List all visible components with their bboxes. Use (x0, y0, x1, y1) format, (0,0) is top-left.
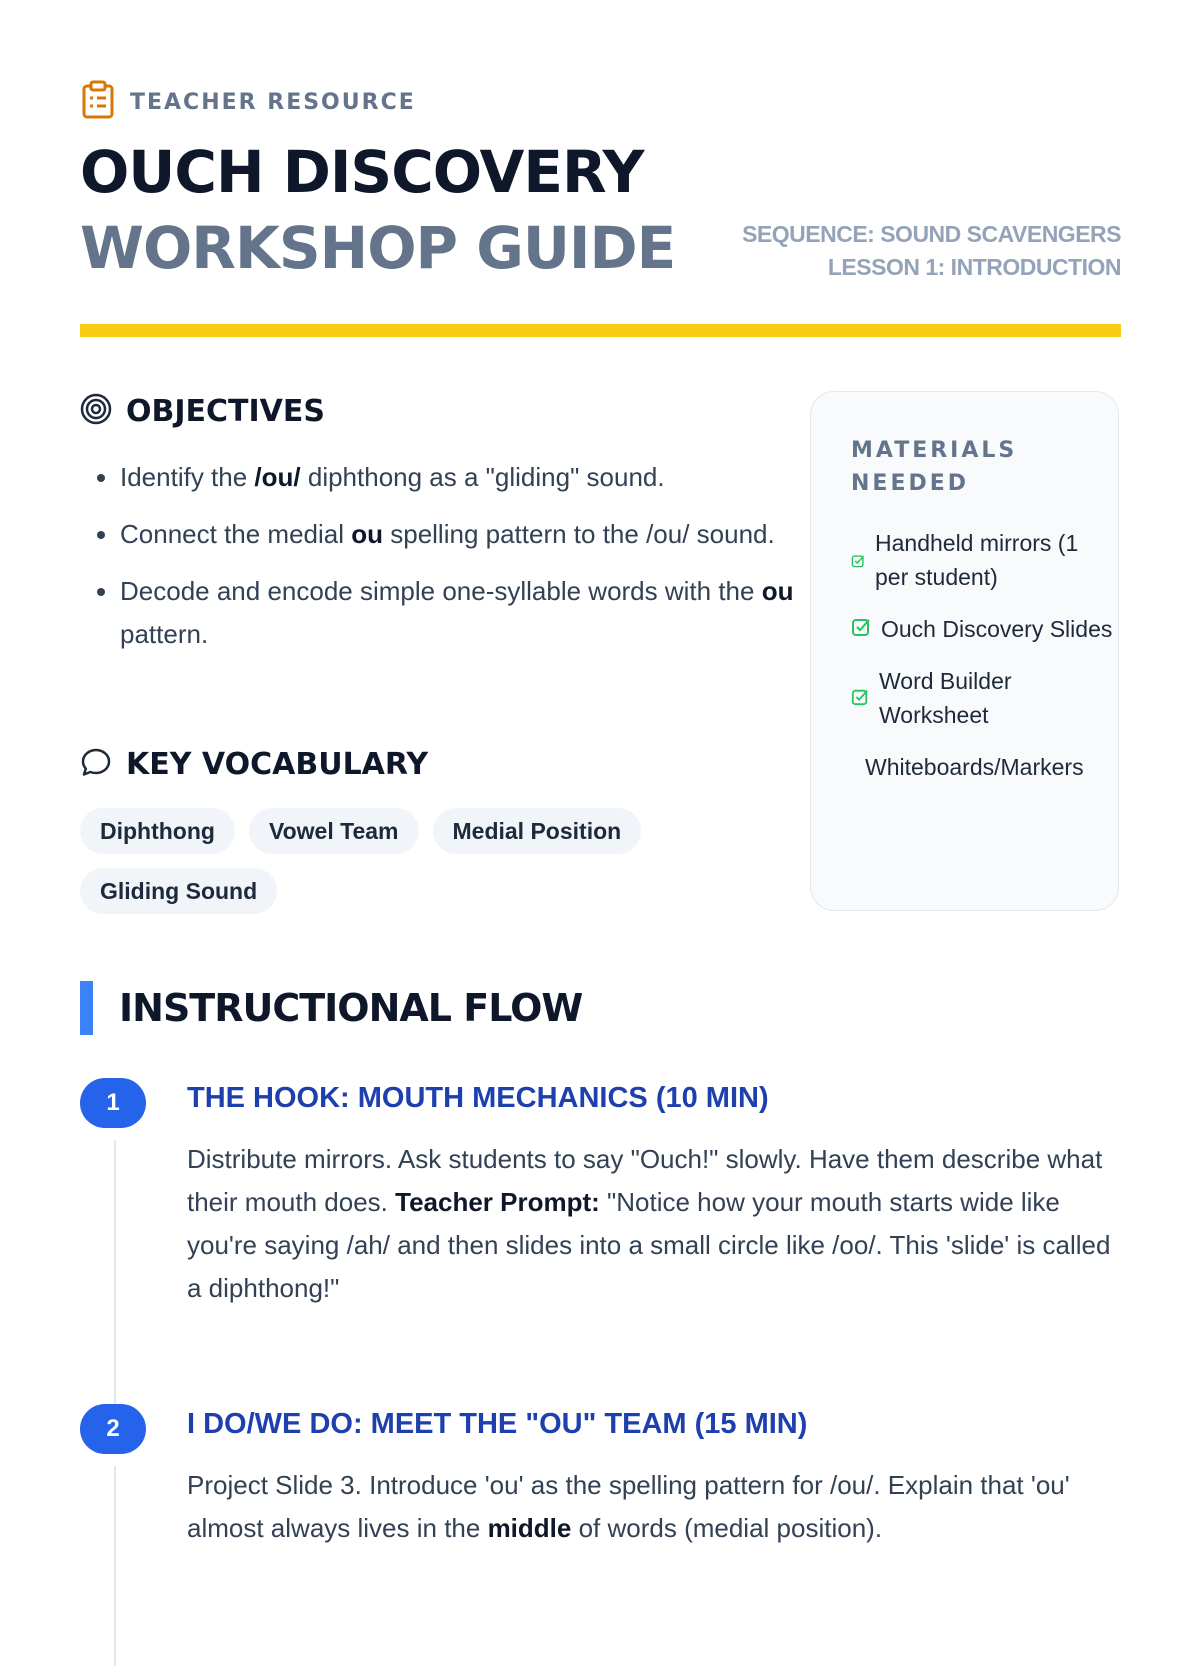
sequence-label: SEQUENCE: SOUND SCAVENGERS (742, 221, 1121, 247)
material-item (851, 750, 1113, 784)
material-item (851, 612, 1113, 646)
material-label: Ouch Discovery Slides (881, 616, 1113, 642)
step-connector (114, 1140, 116, 1412)
material-label: Word Builder Worksheet (879, 668, 1012, 728)
instructional-flow-title: INSTRUCTIONAL FLOW (119, 986, 583, 1030)
speech-bubble-icon (80, 746, 112, 783)
vocab-chip: Vowel Team (249, 808, 419, 854)
step-connector (114, 1466, 116, 1666)
lesson-label: LESSON 1: INTRODUCTION (827, 254, 1121, 280)
lesson-meta (742, 218, 1121, 284)
materials-list (851, 526, 1113, 802)
eyebrow (80, 80, 416, 125)
material-label: Handheld mirrors (1 per student) (875, 530, 1079, 590)
checkbox-icon (851, 543, 865, 577)
material-item (851, 664, 1113, 732)
step-description: Distribute mirrors. Ask students to say "Ouch!" slowly. Have them describe what their mouth does. Teacher Prompt: "Notice how your mouth starts wide like you're saying /ah/ and then slides into a small circle like /oo/. This 'slide' is called a diphthong!" (187, 1144, 1111, 1303)
objectives-heading-label: OBJECTIVES (126, 394, 325, 429)
instructional-flow-heading (80, 981, 582, 1035)
material-item (851, 526, 1113, 594)
vocab-chip: Diphthong (80, 808, 235, 854)
vocabulary-heading (80, 746, 428, 783)
step-title: I DO/WE DO: MEET THE "OU" TEAM (15 MIN) (187, 1408, 808, 1440)
objectives-list (80, 456, 800, 670)
eyebrow-label: TEACHER RESOURCE (130, 90, 416, 115)
vocabulary-chips (80, 808, 740, 914)
header-divider (80, 324, 1121, 337)
clipboard-icon (80, 80, 116, 125)
target-icon (80, 393, 112, 430)
vocab-chip: Medial Position (433, 808, 642, 854)
vocabulary-heading-label: KEY VOCABULARY (126, 747, 429, 782)
checkbox-icon (851, 681, 869, 715)
section-accent-bar (80, 981, 93, 1035)
objective-item: • Connect the medial ou spelling pattern to the /ou/ sound. (120, 513, 800, 556)
objective-item: • Identify the /ou/ diphthong as a "gliding" sound. (120, 456, 800, 499)
page-title-line-1: OUCH DISCOVERY (80, 138, 644, 206)
step-title: THE HOOK: MOUTH MECHANICS (10 MIN) (187, 1082, 769, 1114)
vocab-chip: Gliding Sound (80, 868, 277, 914)
material-label: Whiteboards/Markers (865, 754, 1084, 780)
page-title-line-2: WORKSHOP GUIDE (80, 214, 676, 282)
materials-heading: MATERIALS NEEDED (851, 438, 1018, 496)
checkbox-icon (851, 612, 871, 646)
objectives-heading (80, 393, 325, 430)
step-number-badge: 2 (80, 1404, 146, 1454)
objective-item: • Decode and encode simple one-syllable words with the ou pattern. (120, 570, 800, 656)
step-number-badge: 1 (80, 1078, 146, 1128)
materials-card (810, 391, 1119, 911)
step-description: Project Slide 3. Introduce 'ou' as the spelling pattern for /ou/. Explain that 'ou' almost always lives in the middle of words (medial position). (187, 1470, 1070, 1543)
